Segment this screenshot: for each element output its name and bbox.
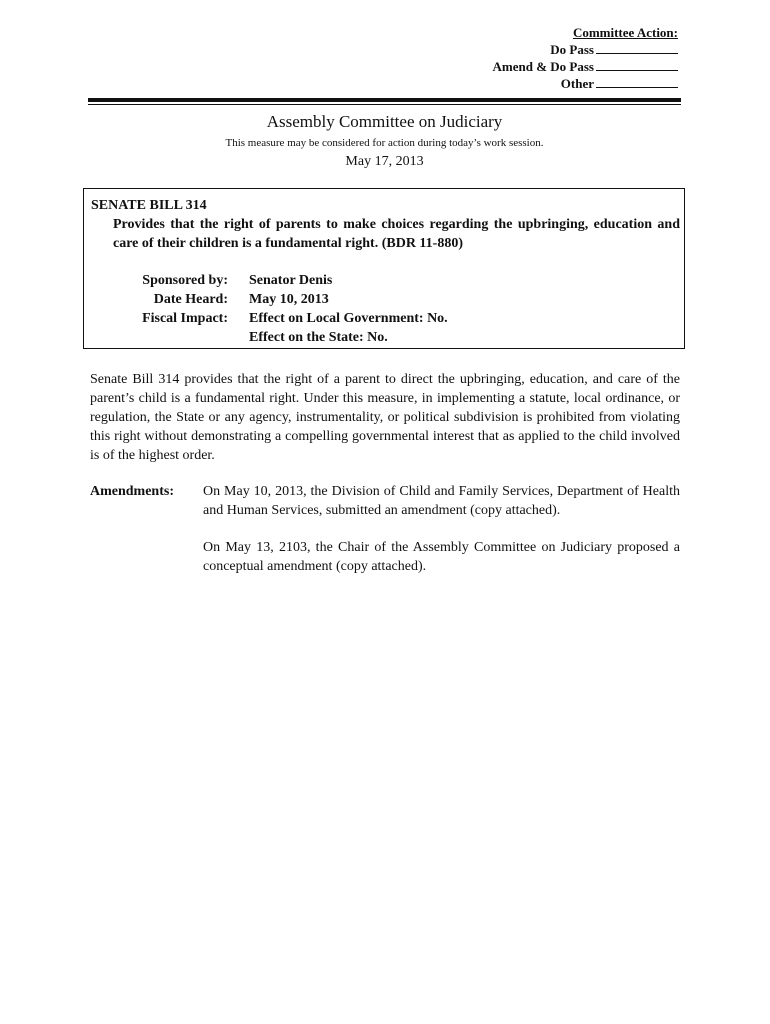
page-title: Assembly Committee on Judiciary <box>266 112 503 131</box>
bill-summary-box <box>83 188 685 349</box>
amend-do-pass-row <box>448 58 678 75</box>
page-subtitle: This measure may be considered for action during today’s work session. <box>225 137 544 149</box>
fiscal-state-value: Effect on the State: No. <box>249 330 388 345</box>
sponsor-value: Senator Denis <box>249 273 333 288</box>
bill-meta-values <box>249 271 448 347</box>
other-label: Other <box>560 76 594 91</box>
amendments-label: Amendments: <box>90 484 174 499</box>
amendment-item: On May 10, 2013, the Division of Child and Family Services, Department of Health and Human Services, submitted an amendment (copy attached). <box>203 484 680 518</box>
fiscal-impact-label: Fiscal Impact: <box>142 311 228 326</box>
session-date: May 17, 2013 <box>345 154 424 169</box>
do-pass-blank[interactable] <box>596 41 678 54</box>
bill-summary-paragraph: Senate Bill 314 provides that the right of a parent to direct the upbringing, education, and care of the parent’s child is a fundamental right. Under this measure, in implementing a statute, local ordinance, or regulation, the State or any agency, instrumentality, or political subdivision is prohibited from violating this right without demonstrating a compelling governmental interest that as applied to the child involved is of the highest order. <box>90 372 680 463</box>
header-divider-thick <box>88 98 681 102</box>
date-heard-label: Date Heard: <box>153 292 228 307</box>
other-row <box>448 75 678 92</box>
do-pass-label: Do Pass <box>550 42 594 57</box>
committee-action-block <box>448 24 678 92</box>
committee-action-heading: Committee Action: <box>572 25 678 40</box>
other-blank[interactable] <box>596 75 678 88</box>
bill-description: Provides that the right of parents to make choices regarding the upbringing, education and care of their children is a fundamental right. (BDR 11-880) <box>113 217 680 251</box>
amend-do-pass-blank[interactable] <box>596 58 678 71</box>
sponsored-by-label: Sponsored by: <box>142 273 228 288</box>
bill-meta-labels <box>84 271 228 328</box>
bill-title: SENATE BILL 314 <box>91 198 207 213</box>
amendment-item: On May 13, 2103, the Chair of the Assembly Committee on Judiciary proposed a conceptual amendment (copy attached). <box>203 540 680 574</box>
fiscal-local-value: Effect on Local Government: No. <box>249 311 448 326</box>
amend-do-pass-label: Amend & Do Pass <box>492 59 594 74</box>
do-pass-row <box>448 41 678 58</box>
date-heard-value: May 10, 2013 <box>249 292 329 307</box>
header-divider-thin <box>88 104 681 105</box>
